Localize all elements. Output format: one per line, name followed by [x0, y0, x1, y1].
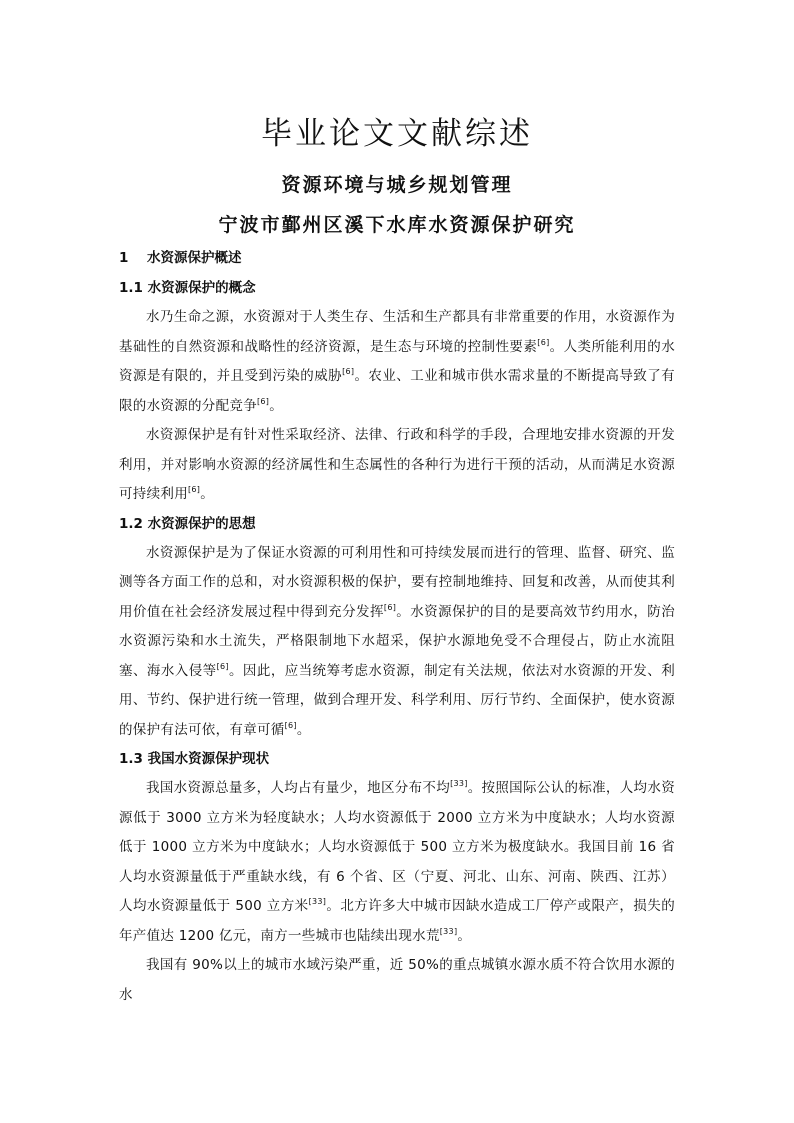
citation: [6] — [383, 602, 397, 612]
citation: [6] — [216, 661, 229, 671]
citation: [6] — [537, 337, 550, 347]
subsection-heading-1-2: 1.2 水资源保护的思想 — [119, 515, 256, 532]
section-heading-1 — [119, 248, 675, 268]
paragraph: 水资源保护是为了保证水资源的可利用性和可持续发展而进行的管理、监督、研究、监测等各方面工作的总和，对水资源积极的保护，要有控制地维持、回复和改善，从而使其利用价值在社会经济发展过程中得到充分发挥[6]。水资源保护的目的是要高效节约用水，防治水资源污染和水土流失，严格限制地下水超采，保护水源地免受不合理侵占，防止水流阻塞、海水入侵等[6]。因此，应当统筹考虑水资源，制定有关法规，依法对水资源的开发、利用、节约、保护进行统一管理，做到合理开发、科学利用、厉行节约、全面保护，使水资源的保护有法可依，有章可循[6]。 — [119, 544, 676, 738]
citation: [33] — [439, 926, 458, 936]
major-name: 资源环境与城乡规划管理 — [281, 174, 513, 196]
thesis-title: 宁波市鄞州区溪下水库水资源保护研究 — [218, 214, 576, 236]
citation: [33] — [308, 897, 327, 906]
subsection-heading-1-1: 1.1 水资源保护的概念 — [119, 280, 256, 296]
paragraph: 我国水资源总量多，人均占有量少，地区分布不均[33]。按照国际公认的标准，人均水资源低于 3000 立方米为轻度缺水；人均水资源低于 2000 立方米为中度缺水；人均水资源低于 1000 立方米为中度缺水；人均水资源低于 500 立方米为极度缺水。我国目前 16 省人均水资源量低于严重缺水线，有 6 个省、区（宁夏、河北、山东、河南、陕西、江苏）人均水资源量低于 500 立方米[33]。北方许多大中城市因缺水造成工厂停产或限产，损失的年产值达 1200 亿元，南方一些城市也陆续出现水荒[33]。 — [119, 779, 675, 944]
paragraph: 水乃生命之源，水资源对于人类生存、生活和生产都具有非常重要的作用，水资源作为基础性的自然资源和战略性的经济资源，是生态与环境的控制性要素[6]。人类所能利用的水资源是有限的，并且受到污染的威胁[6]。农业、工业和城市供水需求量的不断提高导致了有限的水资源的分配竞争[6]。 — [119, 309, 675, 414]
paragraph: 水资源保护是有针对性采取经济、法律、行政和科学的手段，合理地安排水资源的开发利用，并对影响水资源的经济属性和生态属性的各种行为进行干预的活动，从而满足水资源可持续利用[6]。 — [119, 427, 675, 502]
paragraph: 我国有 90%以上的城市水域污染严重，近 50%的重点城镇水源水质不符合饮用水源的水 — [119, 957, 675, 1003]
citation: [33] — [450, 779, 468, 788]
citation: [6] — [342, 367, 355, 376]
citation: [6] — [284, 720, 297, 730]
section-title: 水资源保护概述 — [147, 250, 242, 266]
section-number: 1 — [119, 250, 129, 266]
subsection-heading-1-3: 1.3 我国水资源保护现状 — [119, 751, 270, 767]
citation: [6] — [188, 485, 201, 494]
document-body — [119, 248, 675, 1010]
citation: [6] — [257, 396, 270, 406]
document-title: 毕业论文文献综述 — [261, 116, 533, 152]
